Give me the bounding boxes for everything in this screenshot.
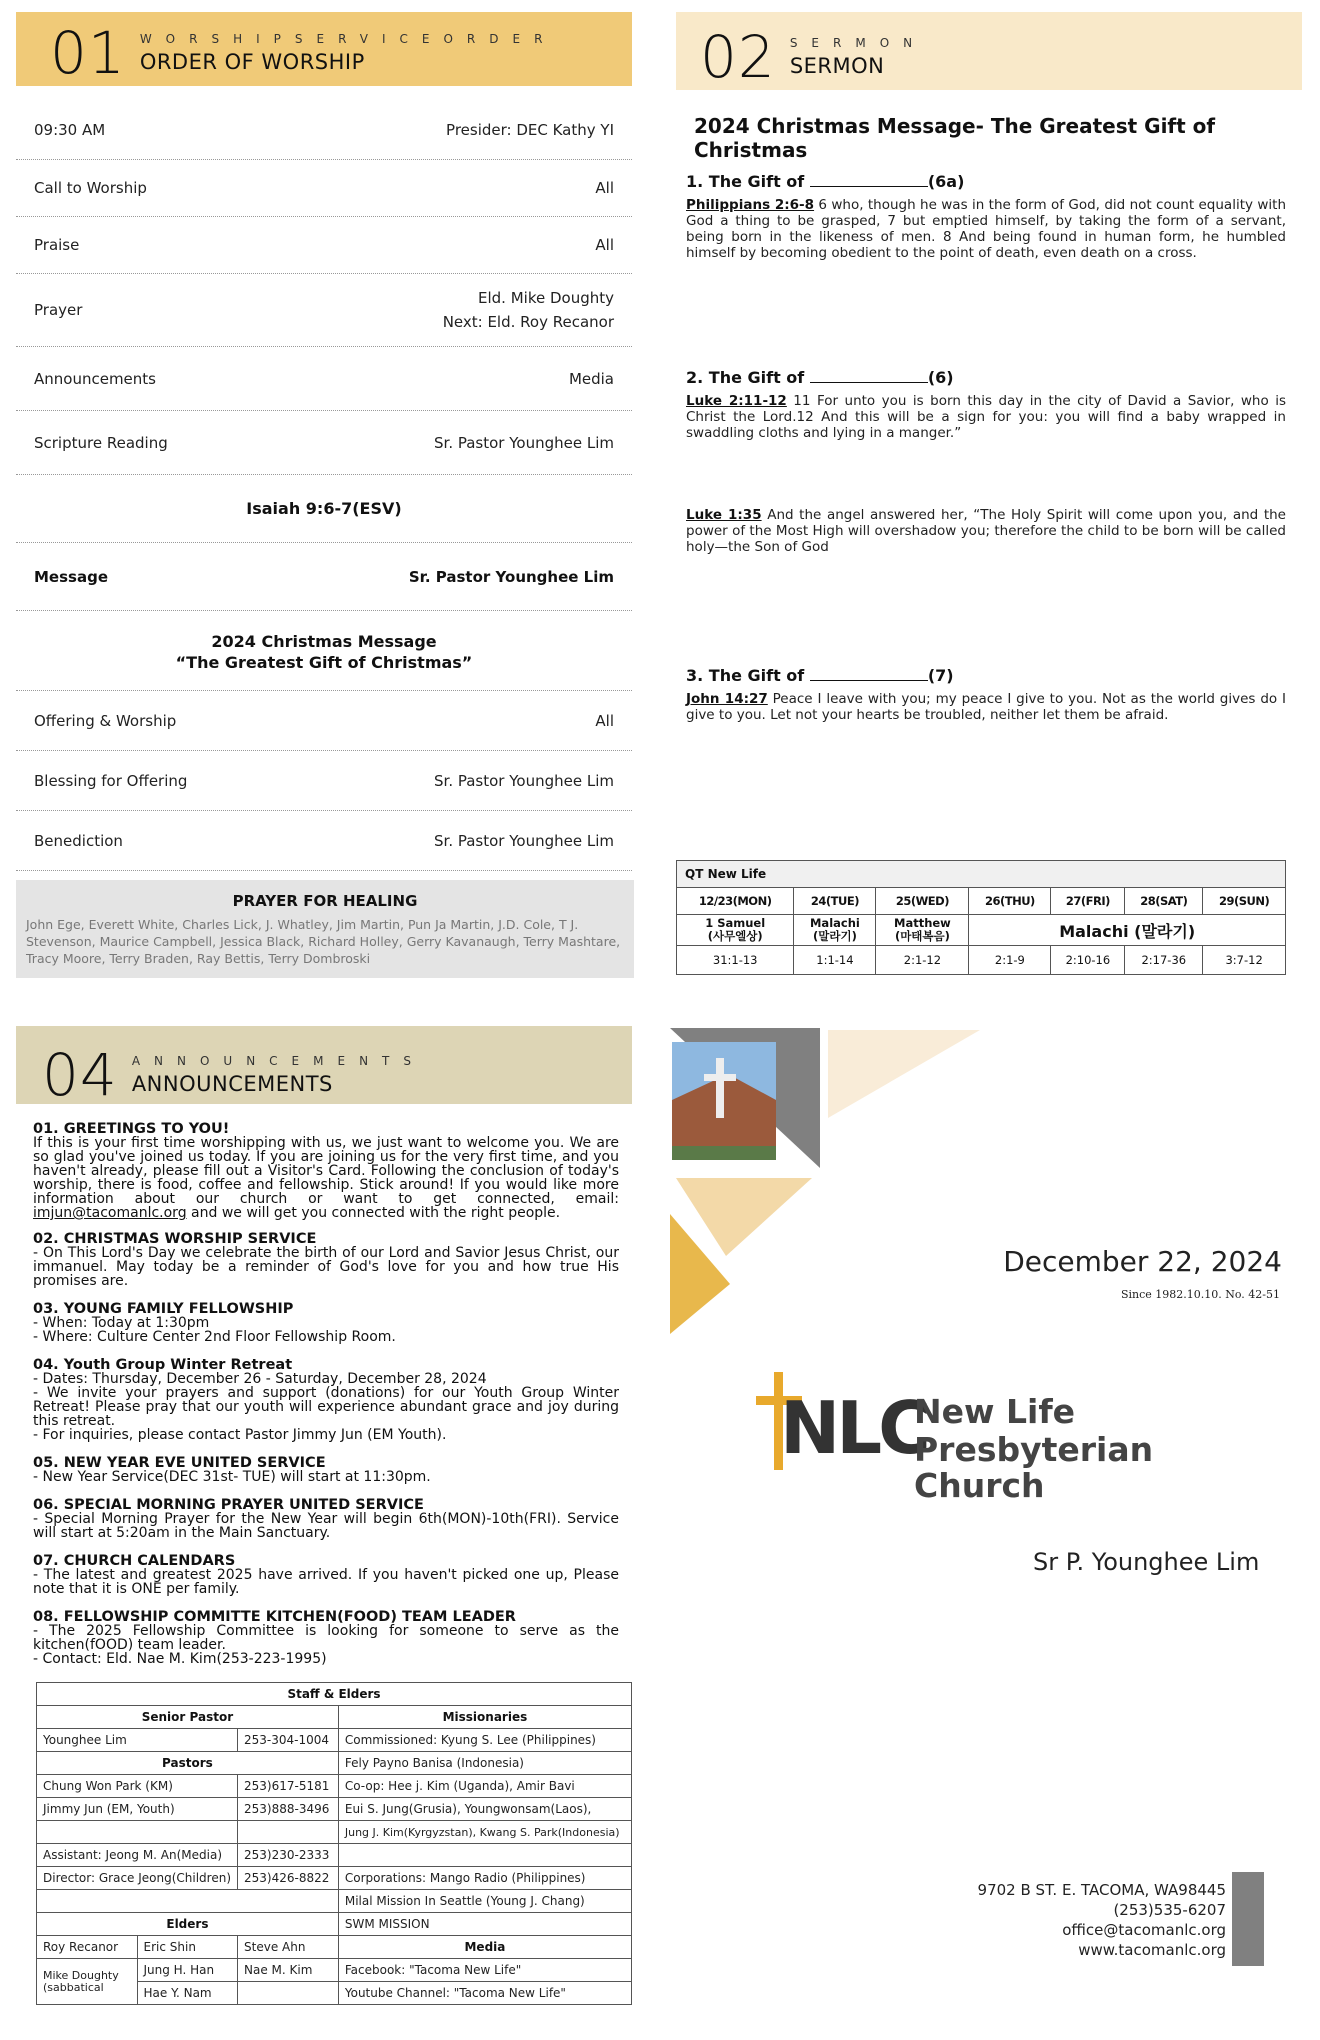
phone: (253)535-6207	[1113, 1901, 1226, 1919]
announcement-item	[33, 1122, 619, 1220]
qt-title: QT New Life	[677, 861, 1286, 888]
missionary: Commissioned: Kyung S. Lee (Philippines)	[338, 1729, 631, 1752]
logo-letters: NLC	[780, 1386, 927, 1470]
gray-accent-bar	[1232, 1872, 1264, 1966]
qt-book: Malachi (말라기)	[794, 915, 876, 946]
worship-item-value: Media	[568, 369, 614, 388]
point-ref: (6a)	[927, 172, 965, 191]
worship-item-label: Blessing for Offering	[34, 771, 188, 790]
elder-name: Roy Recanor	[37, 1936, 138, 1959]
missionary: Jung J. Kim(Kyrgyzstan), Kwang S. Park(Indonesia)	[338, 1821, 631, 1844]
logo-name-line1: New Life	[914, 1392, 1076, 1431]
sermon-title: 2024 Christmas Message- The Greatest Gift of Christmas	[694, 114, 1216, 162]
point-3-heading	[686, 666, 1286, 685]
worship-item	[16, 811, 632, 871]
worship-item-value: All	[595, 236, 614, 254]
elder-name: Mike Doughty (sabbatical	[37, 1959, 138, 2005]
worship-item-label: Announcements	[34, 369, 156, 388]
section-spaced-title: WORSHIPSERVICEORDER	[139, 32, 557, 46]
pale-triangle-top	[828, 1030, 980, 1118]
missionary: Fely Payno Banisa (Indonesia)	[338, 1752, 631, 1775]
section-title: ANNOUNCEMENTS	[131, 1072, 333, 1096]
point-2b-verse	[686, 507, 1286, 555]
announcement-body: - The latest and greatest 2025 have arrived. If you haven't picked one up, Please note that it is ONE per family.	[33, 1567, 619, 1597]
qt-day: 24(TUE)	[794, 888, 876, 915]
verse-text: And the angel answered her, “The Holy Spirit will come upon you, and the power of the Most High will overshadow you; therefore the child to be born will be called holy—the Son of God	[686, 507, 1286, 555]
worship-item	[16, 543, 632, 611]
worship-item-label: Message	[34, 567, 108, 586]
senior-pastor: Sr P. Younghee Lim	[1033, 1548, 1260, 1576]
qt-day: 25(WED)	[876, 888, 969, 915]
point-1-heading	[686, 172, 1286, 191]
point-heading-text: 3. The Gift of	[686, 666, 805, 685]
media-youtube[interactable]: Youtube Channel: "Tacoma New Life"	[338, 1982, 631, 2005]
church-address-block	[978, 1880, 1226, 1960]
verse-reference: Philippians 2:6-8	[686, 197, 815, 213]
pastor-phone: 253)617-5181	[238, 1775, 339, 1798]
cover-geometric-art	[670, 1028, 990, 1348]
worship-item-label: Scripture Reading	[34, 433, 168, 452]
director-phone: 253)426-8822	[238, 1867, 339, 1890]
worship-item	[16, 691, 632, 751]
fill-in-blank[interactable]	[810, 369, 928, 383]
staff-blank	[37, 1890, 339, 1913]
announcement-item	[33, 1498, 619, 1540]
qt-book: 1 Samuel (사무엘상)	[677, 915, 794, 946]
missionary: Co-op: Hee j. Kim (Uganda), Amir Bavi	[338, 1775, 631, 1798]
pastor-phone: 253)888-3496	[238, 1798, 339, 1821]
staff-title: Staff & Elders	[37, 1683, 632, 1706]
worship-item	[16, 751, 632, 811]
service-time: 09:30 AM	[34, 120, 106, 139]
announcement-heading: 08. FELLOWSHIP COMMITTE KITCHEN(FOOD) TEAM LEADER	[33, 1609, 516, 1625]
point-ref: (6)	[927, 368, 954, 387]
worship-item	[16, 274, 632, 347]
point-3-verse	[686, 691, 1286, 723]
verse-text: Peace I leave with you; my peace I give to you. Not as the world gives do I give to you. Let not your hearts be troubled, neither let them be afraid.	[686, 691, 1286, 723]
qt-chapter: 2:10-16	[1051, 946, 1125, 975]
section-number: 01	[50, 19, 126, 87]
announcement-body: - When: Today at 1:30pm - Where: Culture Center 2nd Floor Fellowship Room.	[33, 1315, 396, 1345]
staff-blank	[238, 1982, 339, 2005]
missionary: SWM MISSION	[338, 1913, 631, 1936]
announcement-body: - Dates: Thursday, December 26 - Saturday, December 28, 2024 - We invite your prayers and support (donations) for our Youth Group Winter Retreat! Please pray that our youth will experience abundant grace and joy during this retreat. - For inquiries, please contact Pastor Jimmy Jun (EM Youth).	[33, 1371, 619, 1443]
section-title: SERMON	[789, 54, 885, 78]
worship-item-label: Benediction	[34, 831, 123, 850]
staff-blank	[238, 1821, 339, 1844]
section-number: 02	[700, 23, 776, 91]
address: 9702 B ST. E. TACOMA, WA98445	[977, 1881, 1226, 1899]
elder-name: Jung H. Han	[137, 1959, 238, 1982]
missionary: Corporations: Mango Radio (Philippines)	[338, 1867, 631, 1890]
worship-item-label: Praise	[34, 236, 80, 254]
order-of-worship	[16, 100, 632, 871]
prayer-names: John Ege, Everett White, Charles Lick, J. Whatley, Jim Martin, Pun Ja Martin, J.D. Cole, T J. Stevenson, Maurice Campbell, Jessica Black, Richard Holley, Gerry Kavanaugh, Terry Mashtare, Tracy Moore, Terry Braden, Ray Bettis, Terry Dombroski	[26, 917, 621, 966]
message-title-line1: 2024 Christmas Message	[211, 632, 437, 651]
worship-item-label: Offering & Worship	[34, 711, 177, 730]
since-issue-number: Since 1982.10.10. No. 42-51	[1120, 1288, 1280, 1301]
worship-item	[16, 217, 632, 274]
fill-in-blank[interactable]	[810, 173, 928, 187]
verse-text: 6 who, though he was in the form of God, did not count equality with God a thing to be grasped, 7 but emptied himself, by taking the form of a servant, being born in the likeness of men. 8 And being found in human form, he humbled himself by becoming obedient to the point of death, even death on a cross.	[686, 197, 1286, 261]
qt-chapter: 2:1-12	[876, 946, 969, 975]
qt-chapter: 31:1-13	[677, 946, 794, 975]
pastor-name: Jimmy Jun (EM, Youth)	[37, 1798, 238, 1821]
verse-text: 11 For unto you is born this day in the city of David a Savior, who is Christ the Lord.12 And this will be a sign for you: you will find a baby wrapped in swaddling cloths and lying in a manger.”	[686, 393, 1286, 441]
worship-item-value: Sr. Pastor Younghee Lim	[434, 433, 614, 452]
bulletin-date: December 22, 2024	[1003, 1245, 1282, 1278]
announcement-item	[33, 1610, 619, 1666]
announcement-item	[33, 1232, 619, 1288]
assistant-phone: 253)230-2333	[238, 1844, 339, 1867]
staff-and-elders-table	[36, 1682, 632, 2005]
qt-day: 26(THU)	[969, 888, 1051, 915]
missionary	[338, 1844, 631, 1867]
point-2-heading	[686, 368, 1286, 387]
media-facebook[interactable]: Facebook: "Tacoma New Life"	[338, 1959, 631, 1982]
scripture-reference: Isaiah 9:6-7(ESV)	[16, 475, 632, 543]
presider: Presider: DEC Kathy YI	[446, 120, 614, 139]
point-1-verse	[686, 197, 1286, 261]
verse-reference: John 14:27	[686, 691, 768, 707]
worship-item-label: Prayer	[34, 301, 83, 319]
church-photo-icon	[672, 1042, 776, 1160]
announcement-body-tail: and we will get you connected with the right people.	[186, 1205, 561, 1221]
assistant-name: Assistant: Jeong M. An(Media)	[37, 1844, 238, 1867]
announcement-heading: 05. NEW YEAR EVE UNITED SERVICE	[33, 1455, 326, 1471]
worship-item-value: Sr. Pastor Younghee Lim	[408, 567, 614, 586]
point-heading-text: 2. The Gift of	[686, 368, 805, 387]
section-spaced-title: ANNOUNCEMENTS	[131, 1054, 425, 1068]
announcement-heading: 03. YOUNG FAMILY FELLOWSHIP	[33, 1301, 294, 1317]
worship-item	[16, 411, 632, 475]
message-title	[16, 611, 632, 691]
sermon-notes	[686, 114, 1286, 723]
qt-day: 29(SUN)	[1203, 888, 1286, 915]
point-2-verse	[686, 393, 1286, 441]
elder-name: Nae M. Kim	[238, 1959, 339, 1982]
announcements-header	[42, 1040, 425, 1110]
qt-book-merged: Malachi (말라기)	[969, 915, 1286, 946]
verse-reference: Luke 1:35	[686, 507, 762, 523]
worship-item-value: Sr. Pastor Younghee Lim	[434, 771, 614, 790]
email[interactable]: office@tacomanlc.org	[1062, 1921, 1226, 1939]
pastors-heading: Pastors	[37, 1752, 339, 1775]
tan-triangle	[676, 1178, 812, 1256]
fill-in-blank[interactable]	[810, 667, 928, 681]
announcement-heading: 02. CHRISTMAS WORSHIP SERVICE	[33, 1231, 317, 1247]
announcement-body: - On This Lord's Day we celebrate the birth of our Lord and Savior Jesus Christ, our immanuel. May today be a reminder of God's love for you and how true His promises are.	[33, 1245, 619, 1289]
section-title: ORDER OF WORSHIP	[139, 50, 365, 74]
church-logo	[752, 1372, 1242, 1505]
missionaries-heading: Missionaries	[338, 1706, 631, 1729]
senior-pastor-name: Younghee Lim	[37, 1729, 238, 1752]
media-heading: Media	[338, 1936, 631, 1959]
qt-chapter: 2:1-9	[969, 946, 1051, 975]
announcement-item	[33, 1456, 619, 1484]
senior-pastor-heading: Senior Pastor	[37, 1706, 339, 1729]
announcement-heading: 04. Youth Group Winter Retreat	[33, 1357, 293, 1373]
staff-blank	[37, 1821, 238, 1844]
qt-chapter: 1:1-14	[794, 946, 876, 975]
qt-day: 27(FRI)	[1051, 888, 1125, 915]
point-heading-text: 1. The Gift of	[686, 172, 805, 191]
qt-day: 28(SAT)	[1125, 888, 1203, 915]
worship-item	[16, 160, 632, 217]
qt-book: Matthew (마태복음)	[876, 915, 969, 946]
elders-heading: Elders	[37, 1913, 339, 1936]
announcement-heading: 07. CHURCH CALENDARS	[33, 1553, 236, 1569]
qt-chapter: 3:7-12	[1203, 946, 1286, 975]
worship-time-row	[16, 100, 632, 160]
sermon-header	[700, 22, 926, 92]
worship-item-value: All	[595, 711, 614, 730]
prayer-heading: PRAYER FOR HEALING	[232, 892, 418, 910]
email-link[interactable]: imjun@tacomanlc.org	[33, 1205, 187, 1221]
qt-day: 12/23(MON)	[677, 888, 794, 915]
announcement-item	[33, 1358, 619, 1442]
announcement-body: - New Year Service(DEC 31st- TUE) will start at 11:30pm.	[33, 1469, 431, 1485]
missionary: Eui S. Jung(Grusia), Youngwonsam(Laos),	[338, 1798, 631, 1821]
elder-name: Hae Y. Nam	[137, 1982, 238, 2005]
worship-header	[50, 18, 556, 88]
announcement-item	[33, 1554, 619, 1596]
section-number: 04	[42, 1041, 118, 1109]
announcement-body: - Special Morning Prayer for the New Year will begin 6th(MON)-10th(FRI). Service will start at 5:20am in the Main Sanctuary.	[33, 1511, 619, 1541]
announcement-item	[33, 1302, 619, 1344]
missionary: Milal Mission In Seattle (Young J. Chang)	[338, 1890, 631, 1913]
qt-schedule-table	[676, 860, 1286, 975]
pastor-name: Chung Won Park (KM)	[37, 1775, 238, 1798]
verse-reference: Luke 2:11-12	[686, 393, 787, 409]
section-spaced-title: SERMON	[789, 36, 927, 50]
announcement-body: If this is your first time worshipping with us, we just want to welcome you. We are so glad you've joined us today. If you are joining us for the very first time, and you haven't already, please fill out a Visitor's Card. Following the conclusion of today's worship, there is food, coffee and fellowship. Stick around! If you would like more information about our church or want to get connected, email:	[33, 1135, 619, 1207]
point-ref: (7)	[927, 666, 954, 685]
website[interactable]: www.tacomanlc.org	[1078, 1941, 1226, 1959]
elder-name: Steve Ahn	[238, 1936, 339, 1959]
announcement-body: - The 2025 Fellowship Committee is looking for someone to serve as the kitchen(fOOD) team leader. - Contact: Eld. Nae M. Kim(253-223-1995)	[33, 1623, 619, 1667]
elder-name: Eric Shin	[137, 1936, 238, 1959]
senior-pastor-phone: 253-304-1004	[238, 1729, 339, 1752]
worship-item-value: Sr. Pastor Younghee Lim	[434, 831, 614, 850]
director-name: Director: Grace Jeong(Children)	[37, 1867, 238, 1890]
qt-chapter: 2:17-36	[1125, 946, 1203, 975]
announcement-heading: 06. SPECIAL MORNING PRAYER UNITED SERVICE	[33, 1497, 424, 1513]
worship-item-value: Eld. Mike Doughty	[478, 289, 614, 307]
announcement-heading: 01. GREETINGS TO YOU!	[33, 1121, 230, 1137]
worship-item-value: All	[595, 179, 614, 197]
prayer-for-healing	[16, 880, 634, 978]
worship-item-label: Call to Worship	[34, 179, 147, 197]
message-title-line2: “The Greatest Gift of Christmas”	[175, 653, 473, 672]
worship-item-value-next: Next: Eld. Roy Recanor	[442, 313, 614, 331]
logo-name-line2: Presbyterian Church	[914, 1430, 1154, 1505]
worship-item	[16, 347, 632, 411]
